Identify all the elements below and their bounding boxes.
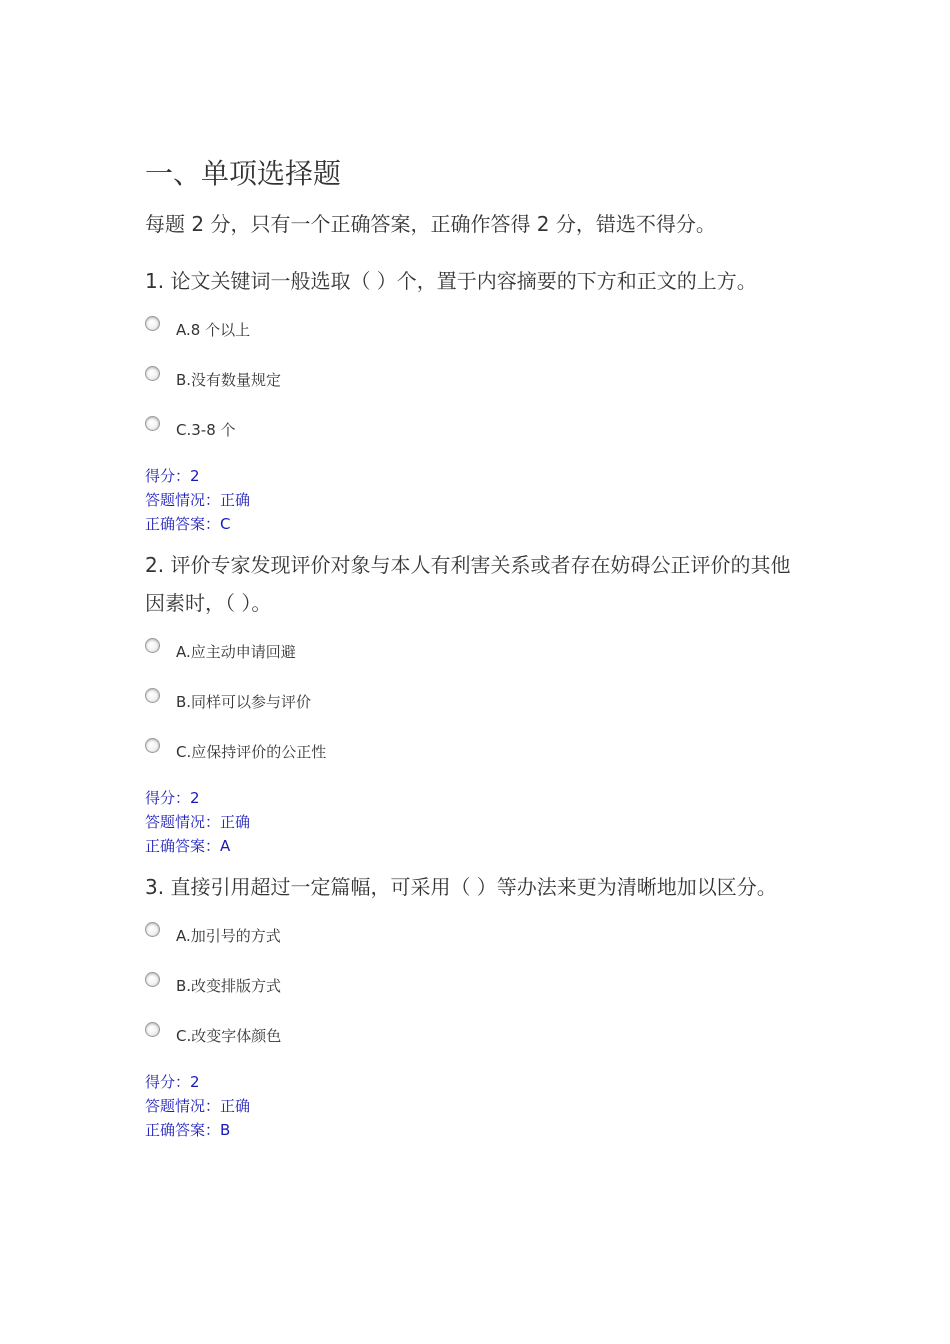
option-c[interactable] [145,412,825,462]
radio-button[interactable] [145,416,160,431]
option-label: C.3-8 个 [176,421,236,439]
question-2 [145,546,825,858]
status-text: 答题情况：正确 [145,813,251,831]
question-text: 2. 评价专家发现评价对象与本人有利害关系或者存在妨碍公正评价的其他因素时，（ ）。 [145,553,791,615]
radio-button[interactable] [145,972,160,987]
radio-button[interactable] [145,1022,160,1037]
option-label: B.没有数量规定 [176,371,282,389]
option-a[interactable] [145,634,825,684]
question-text: 1. 论文关键词一般选取（ ）个，置于内容摘要的下方和正文的上方。 [145,269,757,293]
radio-button[interactable] [145,922,160,937]
correct-answer-text: 正确答案：C [145,515,231,533]
result-block [145,786,825,858]
option-b[interactable] [145,968,825,1018]
option-a[interactable] [145,918,825,968]
question-text: 3. 直接引用超过一定篇幅，可采用（ ）等办法来更为清晰地加以区分。 [145,875,777,899]
option-label: B.改变排版方式 [176,977,282,995]
score-text: 得分：2 [145,789,200,807]
option-label: A.加引号的方式 [176,927,281,945]
status-text: 答题情况：正确 [145,491,251,509]
question-1 [145,262,825,536]
option-label: A.8 个以上 [176,321,251,339]
quiz-content [145,152,825,1152]
result-block [145,464,825,536]
radio-button[interactable] [145,738,160,753]
correct-answer-text: 正确答案：B [145,1121,231,1139]
radio-button[interactable] [145,366,160,381]
option-label: A.应主动申请回避 [176,643,296,661]
option-b[interactable] [145,684,825,734]
radio-button[interactable] [145,316,160,331]
option-c[interactable] [145,734,825,784]
radio-button[interactable] [145,688,160,703]
question-3 [145,868,825,1142]
correct-answer-text: 正确答案：A [145,837,231,855]
option-label: B.同样可以参与评价 [176,693,312,711]
radio-button[interactable] [145,638,160,653]
section-title: 一、单项选择题 [145,157,342,190]
status-text: 答题情况：正确 [145,1097,251,1115]
option-b[interactable] [145,362,825,412]
option-label: C.改变字体颜色 [176,1027,282,1045]
score-text: 得分：2 [145,467,200,485]
option-a[interactable] [145,312,825,362]
option-label: C.应保持评价的公正性 [176,743,327,761]
section-instructions: 每题 2 分，只有一个正确答案，正确作答得 2 分，错选不得分。 [145,212,716,236]
option-c[interactable] [145,1018,825,1068]
result-block [145,1070,825,1142]
score-text: 得分：2 [145,1073,200,1091]
